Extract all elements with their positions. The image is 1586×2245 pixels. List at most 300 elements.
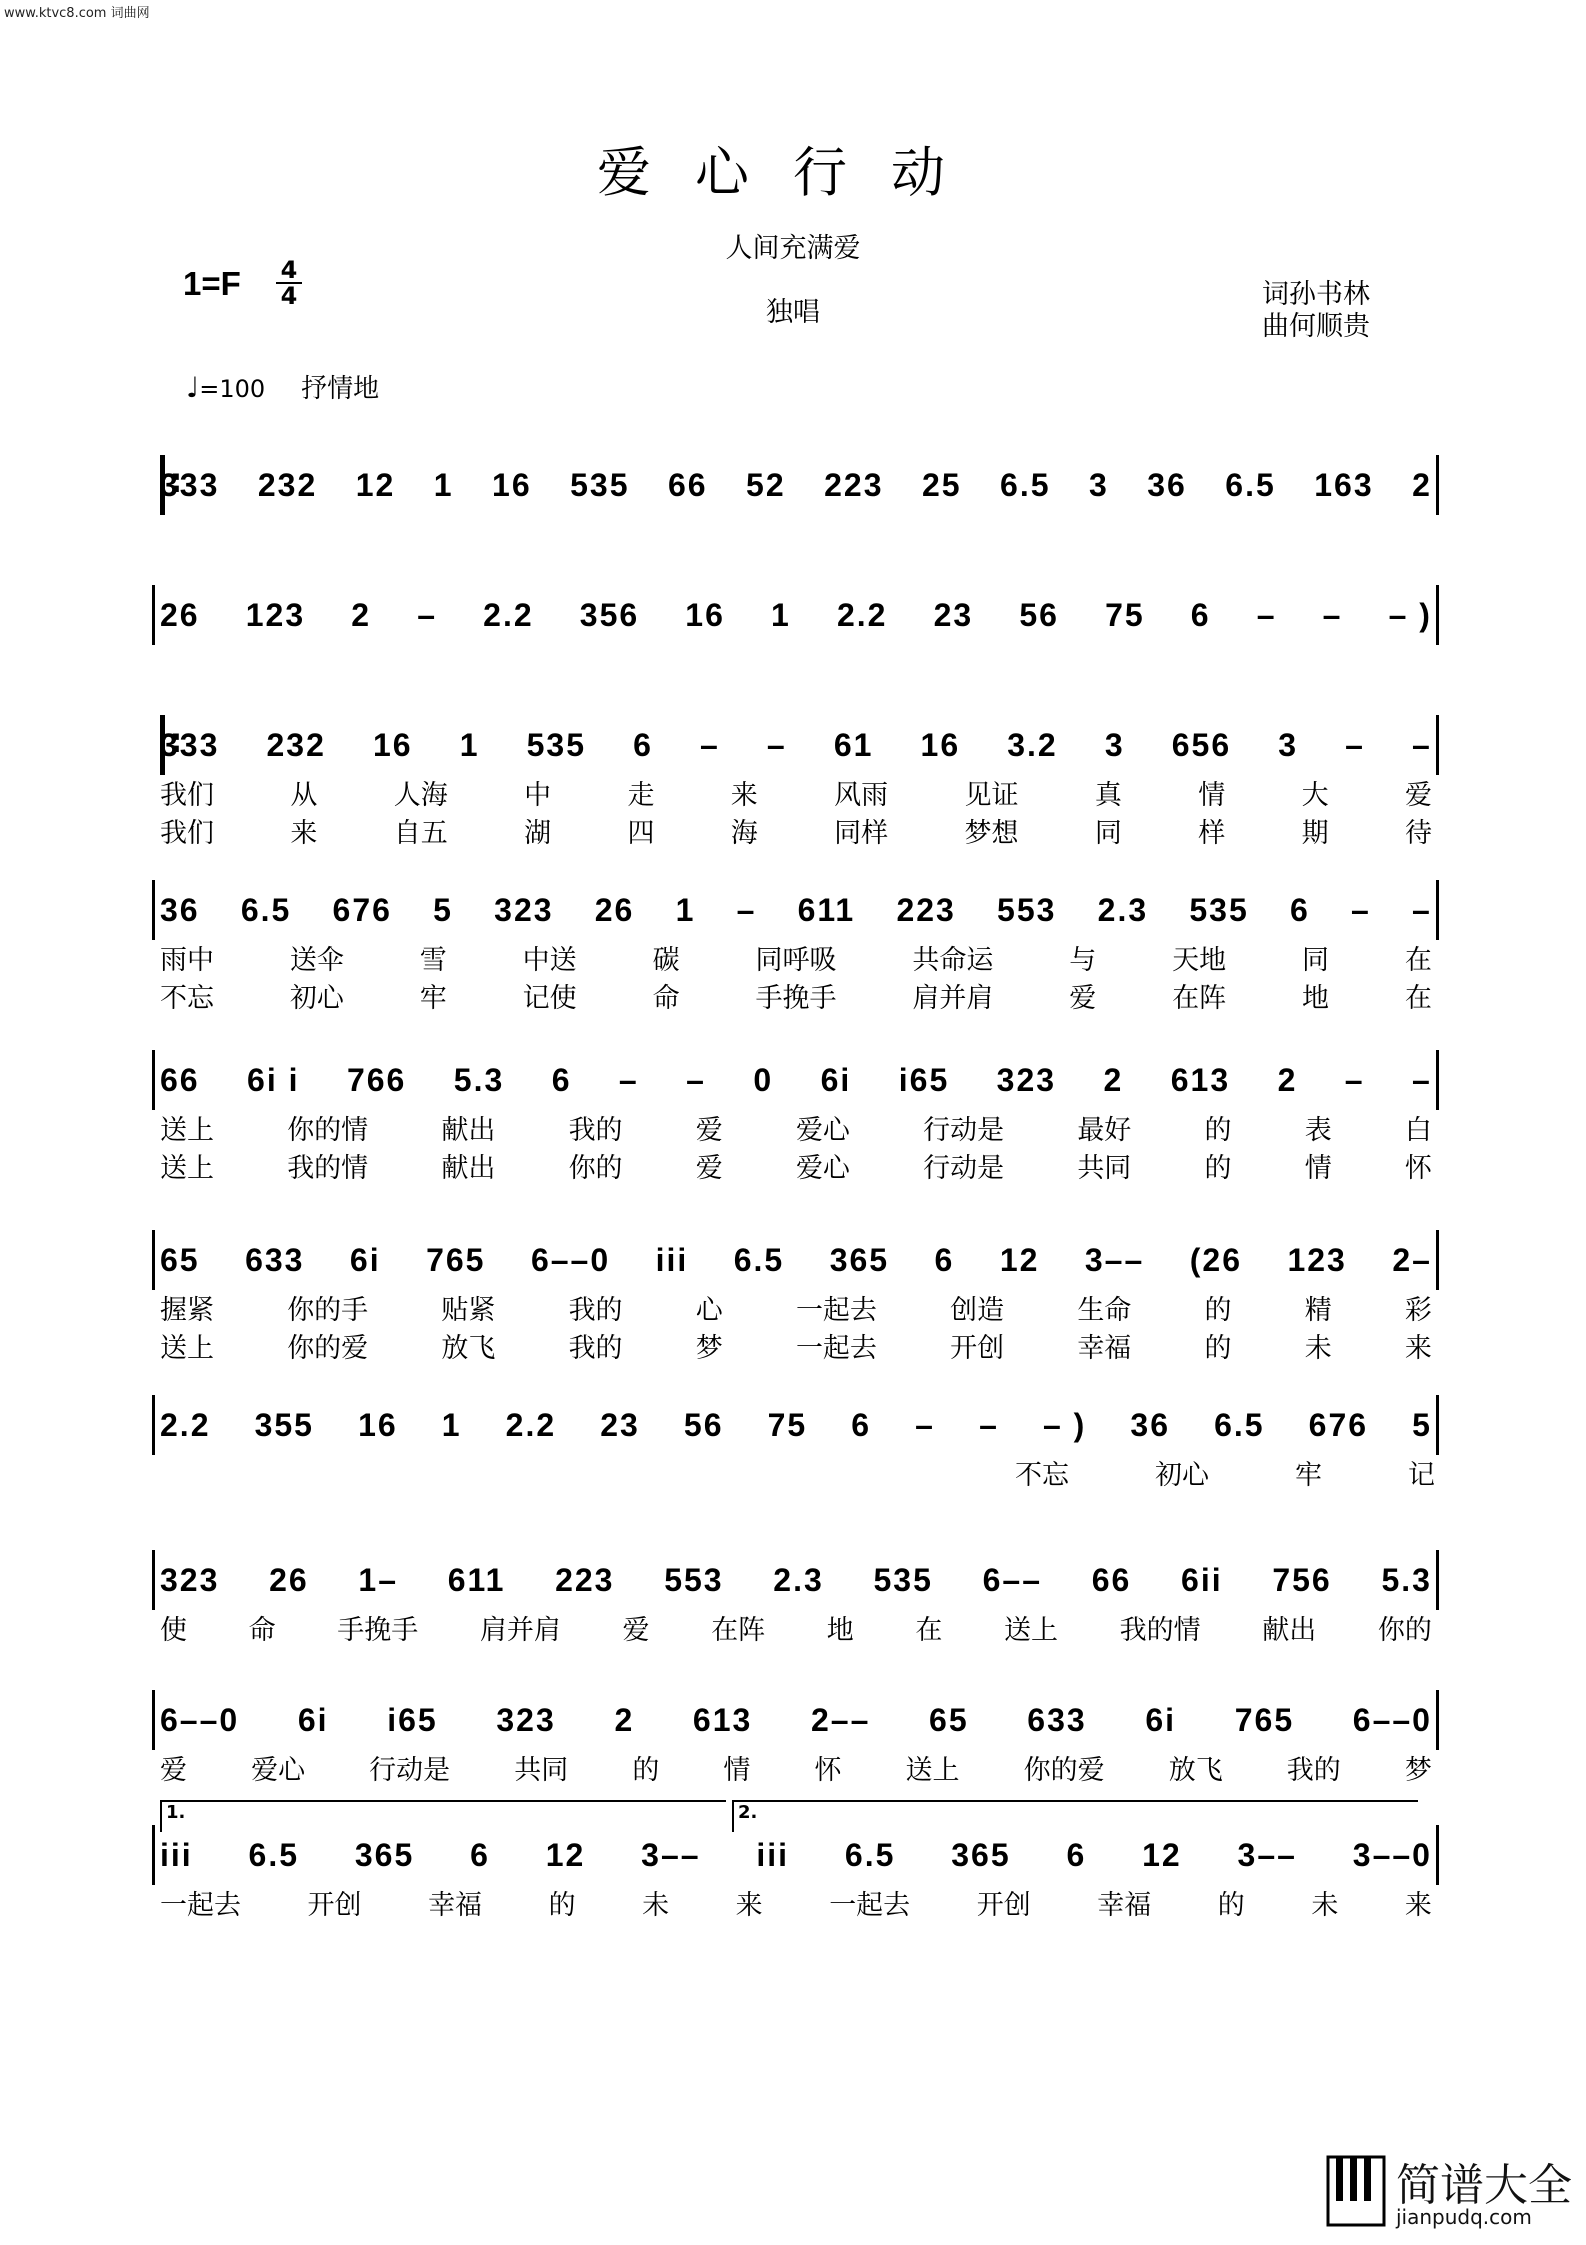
lyric-word: 同 — [1094, 818, 1122, 849]
lyric-word: 我的 — [568, 1115, 623, 1146]
score-row — [160, 1690, 1432, 1750]
note-group: 2 — [351, 596, 372, 633]
note-group: – — [1344, 1061, 1365, 1098]
lyric-word: 我们 — [160, 780, 214, 811]
lyric-word: 记 — [1408, 1460, 1435, 1491]
lyric-word: 自五 — [393, 818, 448, 849]
lyric-line — [160, 1326, 1432, 1365]
note-group: 2 — [1412, 466, 1432, 503]
barline — [152, 1395, 155, 1455]
note-group: 65 — [160, 1241, 200, 1278]
note-group: 25 — [921, 466, 962, 503]
score-row — [160, 715, 1432, 775]
note-group: 355 — [254, 1406, 314, 1443]
lyric-word: 创造 — [950, 1295, 1005, 1326]
lyric-word: 送上 — [160, 1115, 214, 1146]
lyric-word: 献出 — [441, 1115, 496, 1146]
note-group: 756 — [1272, 1561, 1332, 1598]
score-row — [160, 1050, 1432, 1110]
lyric-word: 献出 — [1262, 1615, 1317, 1646]
note-group: 223 — [555, 1561, 615, 1598]
lyric-word: 怀 — [814, 1755, 842, 1786]
note-group: 26 — [594, 891, 635, 928]
lyric-word: 在阵 — [711, 1615, 766, 1646]
note-group: 3–– — [1237, 1836, 1297, 1873]
lyric-word: 放飞 — [1168, 1755, 1223, 1786]
note-group: 676 — [332, 891, 392, 928]
note-group: 323 — [496, 1701, 556, 1738]
score-row — [160, 1550, 1432, 1610]
lyric-word: 的 — [1217, 1890, 1245, 1921]
lyric-word: 大 — [1301, 780, 1329, 811]
lyric-line — [160, 811, 1432, 850]
note-group: 1 — [433, 466, 454, 503]
lyric-word: 的 — [1204, 1295, 1232, 1326]
lyric-word: 爱心 — [795, 1115, 850, 1146]
barline — [1436, 1825, 1439, 1885]
note-group: 6 — [934, 1241, 955, 1278]
note-group: 2.2 — [160, 1406, 211, 1443]
note-group: 535 — [570, 466, 630, 503]
note-group: – — [1322, 596, 1343, 633]
lyric-word: 放飞 — [441, 1333, 496, 1364]
lyric-word: 情 — [723, 1755, 751, 1786]
notation-line — [160, 1230, 1432, 1290]
lyric-word: 一起去 — [160, 1890, 241, 1921]
note-group: 6i — [820, 1061, 852, 1098]
note-group: 223 — [896, 891, 956, 928]
notation-line — [160, 1395, 1432, 1455]
lyric-word: 梦 — [1404, 1755, 1432, 1786]
repeat-start-barline — [160, 715, 179, 775]
notation-line — [160, 455, 1432, 515]
note-group: 123 — [1287, 1241, 1347, 1278]
lyric-word: 精 — [1304, 1295, 1332, 1326]
lyric-line — [160, 1288, 1432, 1327]
barline — [152, 880, 155, 940]
lyric-word: 我的情 — [287, 1153, 369, 1184]
lyric-word: 怀 — [1404, 1153, 1432, 1184]
lyric-word: 来 — [730, 780, 758, 811]
note-group: 65 — [929, 1701, 969, 1738]
note-group: 6 — [851, 1406, 872, 1443]
note-group: iii — [655, 1241, 689, 1278]
barline — [152, 1690, 155, 1750]
note-group: 12 — [545, 1836, 586, 1873]
lyric-word: 最好 — [1077, 1115, 1132, 1146]
lyric-word: 在 — [1404, 983, 1432, 1014]
watermark: www.ktvc8.com 词曲网 — [4, 6, 150, 21]
note-group: – — [618, 1061, 639, 1098]
volta-second: 2. — [732, 1800, 1418, 1832]
note-group: 1 — [771, 596, 791, 633]
note-group: – — [915, 1406, 935, 1443]
note-group: iii — [160, 1836, 193, 1873]
note-group: 323 — [996, 1061, 1057, 1098]
lyric-word: 天地 — [1172, 945, 1227, 976]
note-group: 5.3 — [1381, 1561, 1432, 1598]
lyric-word: 手挽手 — [755, 983, 837, 1014]
note-group: 6ii — [1181, 1561, 1223, 1598]
key-signature: 1=F — [183, 265, 241, 302]
lyric-line — [160, 976, 1432, 1015]
lyric-word: 同 — [1302, 945, 1330, 976]
lyric-word: 送上 — [905, 1755, 960, 1786]
lyric-word: 地 — [1302, 983, 1330, 1014]
note-group: 765 — [426, 1241, 486, 1278]
note-group: 6i — [1145, 1701, 1177, 1738]
lyric-word: 行动是 — [923, 1153, 1005, 1184]
note-group: 16 — [920, 726, 961, 763]
lyric-word: 行动是 — [923, 1115, 1005, 1146]
lyric-word: 待 — [1404, 818, 1432, 849]
lyric-word: 贴紧 — [441, 1295, 496, 1326]
note-group: 6––0 — [160, 1701, 240, 1738]
lyric-word: 未 — [1304, 1333, 1332, 1364]
lyric-word: 中 — [524, 780, 552, 811]
note-group: 323 — [494, 891, 554, 928]
note-group: (26 — [1189, 1241, 1242, 1278]
lyric-word: 海 — [730, 818, 758, 849]
lyric-word: 四 — [627, 818, 655, 849]
lyric-word: 心 — [695, 1295, 723, 1326]
barline — [1436, 880, 1439, 940]
note-group: 2 — [1103, 1061, 1124, 1098]
note-group: – — [417, 596, 437, 633]
performance-type: 独唱 — [766, 297, 820, 328]
lyric-line — [160, 1108, 1432, 1147]
lyric-word: 来 — [735, 1890, 763, 1921]
note-group: – — [1412, 726, 1432, 763]
note-group: 0 — [753, 1061, 774, 1098]
note-group: 75 — [767, 1406, 808, 1443]
barline — [152, 1825, 155, 1885]
note-group: 6.5 — [1000, 466, 1051, 503]
notation-line — [160, 1690, 1432, 1750]
notation-line — [160, 880, 1432, 940]
note-group: 6i — [349, 1241, 381, 1278]
barline — [1436, 715, 1439, 775]
lyric-word: 来 — [1404, 1890, 1432, 1921]
note-group: 23 — [933, 596, 974, 633]
note-group: 2.2 — [836, 596, 888, 633]
lyric-word: 初心 — [1155, 1460, 1209, 1491]
note-group: 5.3 — [453, 1061, 505, 1098]
note-group: 6i — [297, 1701, 329, 1738]
notation-line — [160, 1550, 1432, 1610]
lyric-line — [160, 1748, 1432, 1787]
lyric-word: 与 — [1069, 945, 1097, 976]
lyric-word: 见证 — [964, 780, 1019, 811]
lyric-word: 雨中 — [160, 945, 214, 976]
lyric-word: 共同 — [514, 1755, 569, 1786]
note-group: – — [700, 726, 720, 763]
lyric-word: 共命运 — [912, 945, 994, 976]
note-group: 3 — [1104, 726, 1125, 763]
note-group: 613 — [692, 1701, 753, 1738]
lyric-word: 梦 — [695, 1333, 723, 1364]
note-group: – — [766, 726, 787, 763]
lyric-word: 命 — [652, 983, 680, 1014]
lyric-line — [160, 938, 1432, 977]
lyric-word: 爱 — [695, 1115, 723, 1146]
lyric-word: 送上 — [160, 1153, 214, 1184]
note-group: 26 — [269, 1561, 309, 1598]
note-group: 6.5 — [248, 1836, 299, 1873]
notation-line — [160, 1050, 1432, 1110]
note-group: 356 — [579, 596, 640, 633]
lyric-word: 从 — [290, 780, 318, 811]
notation-line — [160, 1825, 1432, 1885]
note-group: 1– — [358, 1561, 399, 1598]
composer-credit: 曲何顺贵 — [1262, 311, 1370, 342]
note-group: 611 — [797, 891, 856, 928]
notation-line — [160, 585, 1432, 645]
lyric-word: 彩 — [1404, 1295, 1432, 1326]
note-group: 75 — [1105, 596, 1145, 633]
lyric-word: 爱心 — [251, 1755, 306, 1786]
lyric-word: 爱 — [1069, 983, 1097, 1014]
note-group: 6 — [1289, 891, 1310, 928]
barline — [152, 1050, 155, 1110]
note-group: 16 — [358, 1406, 398, 1443]
notation-line — [160, 715, 1432, 775]
note-group: 2–– — [810, 1701, 871, 1738]
site-logo — [1326, 2147, 1576, 2237]
lyric-word: 的 — [548, 1890, 576, 1921]
lyric-line — [160, 1883, 1432, 1922]
lyric-word: 的 — [1204, 1333, 1232, 1364]
note-group: 6 — [1190, 596, 1211, 633]
lyric-word: 你的爱 — [1023, 1755, 1105, 1786]
note-group: 36 — [1147, 466, 1187, 503]
lyric-word: 湖 — [524, 818, 552, 849]
lyric-word: 我们 — [160, 818, 214, 849]
note-group: 6i i — [247, 1061, 300, 1098]
note-group: 613 — [1170, 1061, 1231, 1098]
lyric-word: 开创 — [950, 1333, 1005, 1364]
barline — [1436, 585, 1439, 645]
note-group: 1 — [441, 1406, 462, 1443]
lyric-word: 送伞 — [289, 945, 344, 976]
lyric-word: 手挽手 — [337, 1615, 419, 1646]
note-group: 1 — [459, 726, 480, 763]
note-group: 6 — [551, 1061, 572, 1098]
barline — [1436, 1690, 1439, 1750]
note-group: – — [1256, 596, 1277, 633]
note-group: 6.5 — [1225, 466, 1276, 503]
note-group: 2.2 — [505, 1406, 557, 1443]
lyric-word: 的 — [1204, 1153, 1232, 1184]
lyric-word: 人海 — [393, 780, 448, 811]
note-group: 16 — [685, 596, 725, 633]
lyric-word: 握紧 — [160, 1295, 214, 1326]
lyric-word: 肩并肩 — [479, 1615, 561, 1646]
lyric-word: 我的情 — [1119, 1615, 1201, 1646]
score-row — [160, 1395, 1432, 1455]
lyric-word: 初心 — [289, 983, 344, 1014]
note-group: 365 — [951, 1836, 1011, 1873]
quarter-note-icon: ♩ — [186, 371, 200, 404]
lyric-word: 献出 — [441, 1153, 496, 1184]
score-row — [160, 455, 1432, 515]
note-group: 56 — [683, 1406, 724, 1443]
note-group: 26 — [160, 596, 200, 633]
note-group: 23 — [600, 1406, 640, 1443]
score-row — [160, 585, 1432, 645]
volta-first: 1. — [160, 1800, 726, 1832]
lyric-word: 你的 — [1377, 1615, 1432, 1646]
note-group: 66 — [1091, 1561, 1132, 1598]
note-group: 223 — [824, 466, 884, 503]
lyric-word: 送上 — [1004, 1615, 1058, 1646]
time-signature-top: 4 — [276, 258, 302, 284]
lyric-word: 未 — [642, 1890, 670, 1921]
lyric-word: 使 — [160, 1615, 187, 1646]
lyric-word: 一起去 — [795, 1295, 877, 1326]
note-group: – — [1345, 726, 1365, 763]
lyric-word: 幸福 — [1077, 1333, 1132, 1364]
note-group: 553 — [997, 891, 1057, 928]
note-group: 6––0 — [1352, 1701, 1432, 1738]
note-group: 656 — [1171, 726, 1232, 763]
lyric-word: 来 — [1404, 1333, 1432, 1364]
lyric-line — [1015, 1453, 1435, 1492]
note-group: i65 — [387, 1701, 438, 1738]
barline — [152, 1230, 155, 1290]
note-group: 6–– — [982, 1561, 1042, 1598]
note-group: 163 — [1314, 466, 1374, 503]
lyric-line — [160, 773, 1432, 812]
note-group: – ) — [1042, 1406, 1087, 1443]
lyric-word: 共同 — [1077, 1153, 1132, 1184]
note-group: – ) — [1388, 596, 1432, 633]
note-group: 633 — [1027, 1701, 1087, 1738]
lyric-word: 肩并肩 — [912, 983, 994, 1014]
note-group: – — [686, 1061, 706, 1098]
note-group: 6.5 — [733, 1241, 785, 1278]
note-group: – — [1350, 891, 1371, 928]
lyric-word: 生命 — [1077, 1295, 1132, 1326]
lyric-word: 在 — [1404, 945, 1432, 976]
note-group: – — [979, 1406, 999, 1443]
lyric-word: 你的爱 — [287, 1333, 369, 1364]
lyric-word: 在 — [915, 1615, 943, 1646]
note-group: 6 — [633, 726, 653, 763]
note-group: 6.5 — [240, 891, 292, 928]
lyric-word: 爱 — [622, 1615, 650, 1646]
lyric-word: 走 — [627, 780, 655, 811]
note-group: 3.2 — [1007, 726, 1058, 763]
lyric-word: 未 — [1311, 1890, 1339, 1921]
note-group: 535 — [526, 726, 586, 763]
lyric-word: 风雨 — [834, 780, 889, 811]
barline — [1436, 1550, 1439, 1610]
note-group: 535 — [1189, 891, 1249, 928]
lyric-word: 来 — [290, 818, 318, 849]
lyric-word: 我的 — [1286, 1755, 1341, 1786]
score-row — [160, 1825, 1432, 1885]
note-group: 66 — [667, 466, 708, 503]
lyric-word: 样 — [1198, 818, 1226, 849]
note-group: 232 — [257, 466, 318, 503]
lyric-word: 期 — [1301, 818, 1329, 849]
lyric-word: 的 — [1204, 1115, 1232, 1146]
note-group: 766 — [346, 1061, 407, 1098]
piano-icon — [1326, 2147, 1386, 2227]
subtitle: 人间充满爱 — [725, 233, 861, 264]
lyric-word: 牢 — [1295, 1460, 1322, 1491]
note-group: 535 — [873, 1561, 933, 1598]
note-group: 56 — [1019, 596, 1059, 633]
lyric-word: 一起去 — [829, 1890, 911, 1921]
lyric-word: 地 — [826, 1615, 854, 1646]
note-group: 323 — [160, 1561, 220, 1598]
note-group: 1 — [675, 891, 696, 928]
barline — [1436, 1050, 1439, 1110]
lyric-word: 碳 — [652, 945, 680, 976]
note-group: 2.2 — [483, 596, 534, 633]
note-group: 333 — [160, 726, 220, 763]
note-group: 12 — [1142, 1836, 1182, 1873]
lyric-word: 白 — [1404, 1115, 1432, 1146]
expression-marking: 抒情地 — [301, 374, 380, 404]
note-group: 2 — [614, 1701, 635, 1738]
note-group: 3–– — [1084, 1241, 1145, 1278]
lyric-line — [160, 1146, 1432, 1185]
note-group: 676 — [1308, 1406, 1369, 1443]
note-group: 2 — [1277, 1061, 1298, 1098]
lyric-line — [160, 1608, 1432, 1647]
lyric-word: 爱 — [160, 1755, 187, 1786]
lyric-word: 爱 — [1404, 780, 1432, 811]
note-group: 36 — [1130, 1406, 1170, 1443]
note-group: 16 — [373, 726, 413, 763]
note-group: iii — [756, 1836, 790, 1873]
note-group: 3 — [1278, 726, 1299, 763]
lyric-word: 行动是 — [369, 1755, 451, 1786]
lyric-word: 开创 — [307, 1890, 362, 1921]
note-group: 6 — [470, 1836, 490, 1873]
lyric-word: 雪 — [419, 945, 447, 976]
note-group: 633 — [245, 1241, 305, 1278]
note-group: 333 — [160, 466, 220, 503]
note-group: – — [1412, 1061, 1432, 1098]
lyric-word: 爱 — [695, 1153, 723, 1184]
note-group: 12 — [999, 1241, 1040, 1278]
lyric-word: 的 — [632, 1755, 660, 1786]
lyric-word: 牢 — [419, 983, 447, 1014]
note-group: 3 — [1088, 466, 1109, 503]
score-row — [160, 1230, 1432, 1290]
barline — [1436, 455, 1439, 515]
note-group: 232 — [266, 726, 326, 763]
lyric-word: 送上 — [160, 1333, 214, 1364]
note-group: 765 — [1234, 1701, 1295, 1738]
lyricist-credit: 词孙书林 — [1262, 279, 1370, 310]
note-group: i65 — [898, 1061, 950, 1098]
note-group: 36 — [160, 891, 200, 928]
lyric-word: 我的 — [568, 1333, 623, 1364]
note-group: 2– — [1392, 1241, 1432, 1278]
barline — [152, 1550, 155, 1610]
note-group: 61 — [833, 726, 874, 763]
lyric-word: 情 — [1198, 780, 1226, 811]
lyric-word: 在阵 — [1172, 983, 1227, 1014]
lyric-word: 你的情 — [287, 1115, 369, 1146]
lyric-word: 你的 — [568, 1153, 623, 1184]
page-title: 爱心行动 — [597, 141, 989, 204]
